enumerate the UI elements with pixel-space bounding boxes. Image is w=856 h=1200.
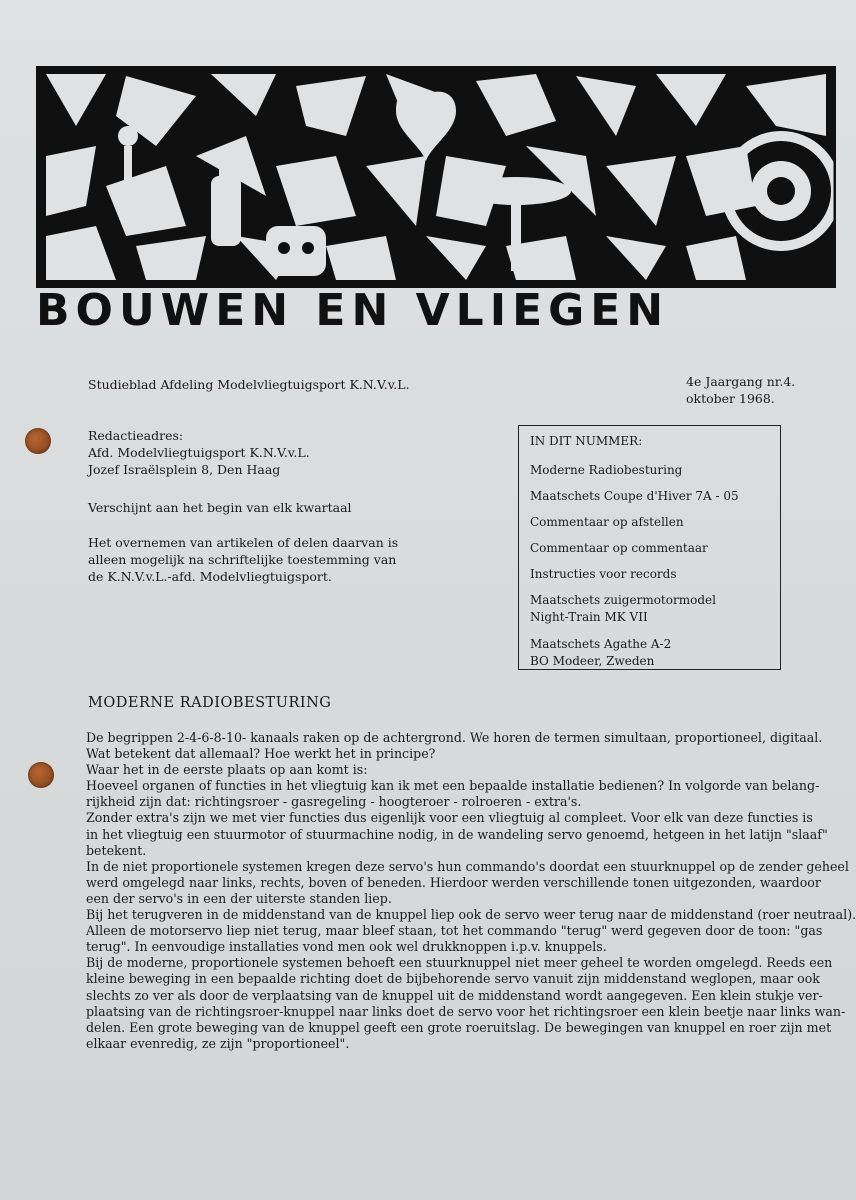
contents-item: Commentaar op afstellen	[530, 515, 684, 529]
article-line: rijkheid zijn dat: richtingsroer - gasregeling - hoogteroer - rolroeren - extra's.	[86, 794, 582, 810]
article-body	[86, 730, 856, 1052]
copyright-line: Het overnemen van artikelen of delen daarvan is	[88, 535, 399, 550]
article-line: slechts zo ver als door de verplaatsing van de knuppel uit de middenstand wordt aangegeven. Een klein stukje ver-	[86, 987, 823, 1003]
contents-item: Maatschets Coupe d'Hiver 7A - 05	[530, 489, 739, 503]
article-line: Zonder extra's zijn we met vier functies dus eigenlijk voor een vliegtuig al compleet. Voor elk van deze functies is	[86, 810, 813, 826]
article-line: werd omgelegd naar links, rechts, boven of beneden. Hierdoor werden verschillende tonen uitgezonden, waardoor	[86, 874, 821, 890]
copyright-line: de K.N.V.v.L.-afd. Modelvliegtuigsport.	[88, 569, 332, 584]
article-line: De begrippen 2-4-6-8-10- kanaals raken op de achtergrond. We horen de termen simultaan, proportioneel, digitaal.	[86, 730, 823, 745]
editorial-label: Redactieadres:	[88, 428, 184, 443]
punch-hole-top	[25, 428, 51, 454]
article-line: elkaar evenredig, ze zijn "proportioneel".	[86, 1035, 350, 1051]
article-line: Waar het in de eerste plaats op aan komt is:	[86, 762, 368, 778]
contents-item: Maatschets zuigermotormodel	[530, 593, 716, 607]
contents-heading: IN DIT NUMMER:	[530, 434, 643, 448]
article-line: Bij de moderne, proportionele systemen behoeft een stuurknuppel niet meer geheel te worden omgelegd. Reeds een	[86, 955, 833, 971]
article-line: Wat betekent dat allemaal? Hoe werkt het in principe?	[86, 746, 436, 762]
issue-volume: 4e Jaargang nr.4.	[686, 374, 796, 389]
article-heading: MODERNE RADIOBESTURING	[88, 695, 332, 711]
article-line: plaatsing van de richtingsroer-knuppel naar links doet de servo voor het richtingsroer een klein beetje naar links wan-	[86, 1003, 846, 1019]
contents-item: Instructies voor records	[530, 567, 677, 581]
article-line: in het vliegtuig een stuurmotor of stuurmachine nodig, in de wandeling servo genoemd, hetgeen in het latijn "slaaf"	[86, 826, 828, 842]
article-line: Bij het terugveren in de middenstand van de knuppel liep ook de servo weer terug naar de middenstand (roer neutraal).	[86, 907, 856, 923]
article-line: delen. Een grote beweging van de knuppel geeft een grote roeruitslag. De bewegingen van knuppel en roer zijn met	[86, 1019, 832, 1035]
article-line: een der servo's in een der uiterste standen liep.	[86, 890, 392, 906]
contents-item: Commentaar op commentaar	[530, 541, 708, 555]
contents-item: Night-Train MK VII	[530, 610, 648, 624]
artwork-signature: FJ	[748, 260, 760, 273]
editorial-address	[88, 427, 310, 478]
copyright-line: alleen mogelijk na schriftelijke toestemming van	[88, 552, 397, 567]
publication-frequency: Verschijnt aan het begin van elk kwartaal	[88, 500, 352, 515]
editorial-org: Afd. Modelvliegtuigsport K.N.V.v.L.	[88, 445, 310, 460]
article-line: betekent.	[86, 842, 147, 858]
masthead-title: BOUWEN EN VLIEGEN	[36, 285, 670, 336]
contents-item: Moderne Radiobesturing	[530, 463, 683, 477]
article-line: Hoeveel organen of functies in het vliegtuig kan ik met een bepaalde installatie bedienen? In volgorde van belang-	[86, 778, 820, 794]
contents-item: BO Modeer, Zweden	[530, 654, 655, 668]
contents-box	[518, 425, 781, 670]
issue-info	[686, 373, 795, 407]
copyright-notice	[88, 534, 398, 585]
article-line: terug". In eenvoudige installaties vond men ook wel drukknoppen i.p.v. knuppels.	[86, 939, 607, 955]
article-line: Alleen de motorservo liep niet terug, maar bleef staan, tot het commando "terug" werd gegeven door de toon: "gas	[86, 923, 823, 939]
masthead-artwork	[36, 66, 836, 288]
article-line: kleine beweging in een bepaalde richting doet de bijbehorende servo vanuit zijn middenstand weglopen, maar ook	[86, 971, 820, 987]
editorial-street: Jozef Israëlsplein 8, Den Haag	[88, 462, 281, 477]
article-line: In de niet proportionele systemen kregen deze servo's hun commando's doordat een stuurknuppel op de zender geheel	[86, 858, 849, 874]
contents-item: Maatschets Agathe A-2	[530, 637, 672, 651]
issue-date: oktober 1968.	[686, 391, 775, 406]
publication-subtitle: Studieblad Afdeling Modelvliegtuigsport K.N.V.v.L.	[88, 377, 410, 392]
punch-hole-bottom	[28, 762, 54, 788]
